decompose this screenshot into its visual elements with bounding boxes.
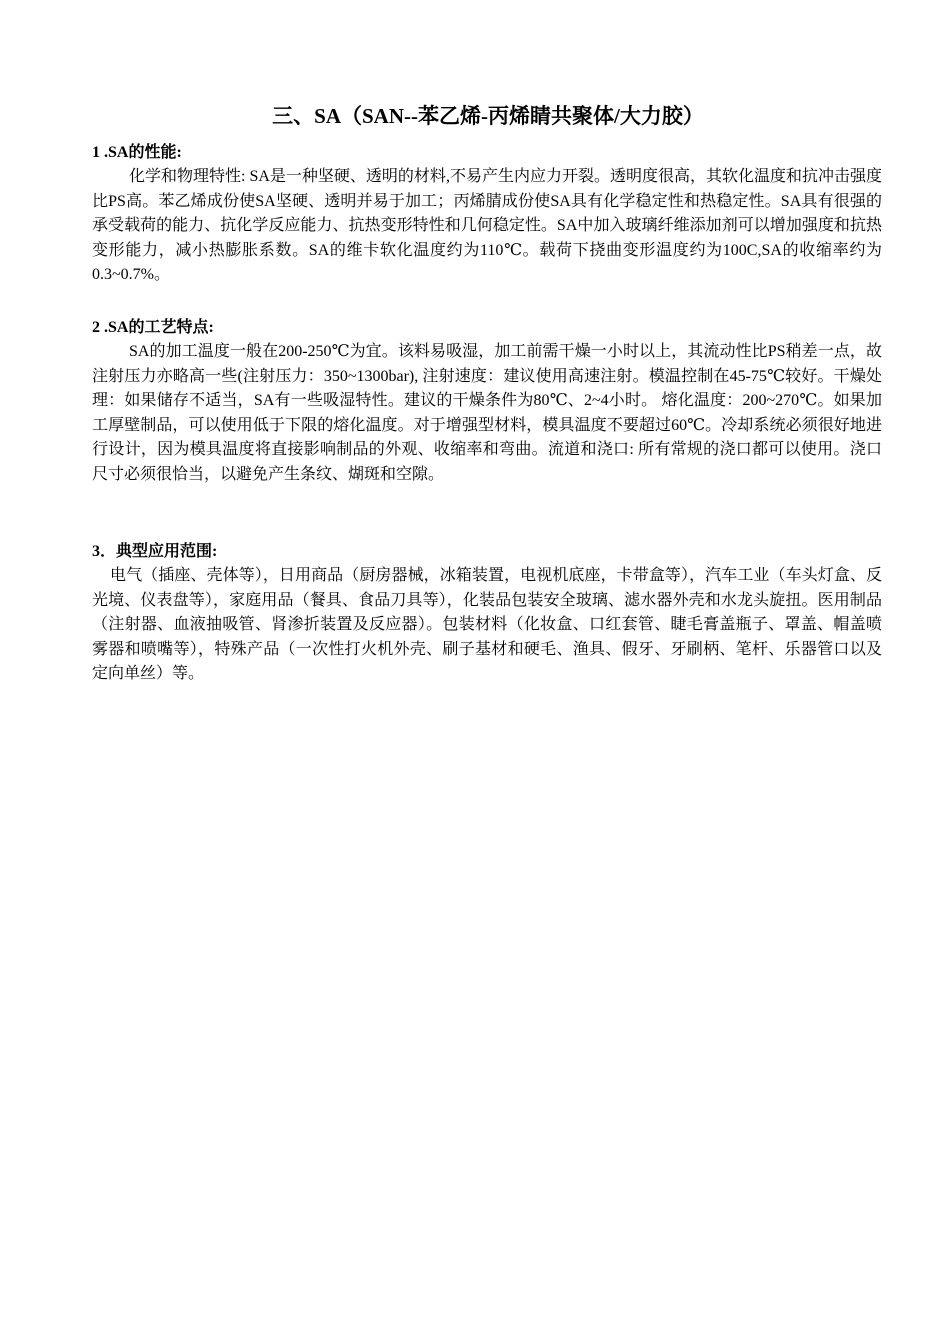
section-heading-applications: 3．典型应用范围: (92, 543, 218, 560)
section-heading-properties: 1 .SA的性能: (92, 144, 182, 161)
section-body-process: SA的加工温度一般在200-250℃为宜。该料易吸湿，加工前需干燥一小时以上，其流动性比PS稍差一点，故注射压力亦略高一些(注射压力：350~1300bar), 注射速度：建议使用高速注射。模温控制在45-75℃较好。干燥处理：如果储存不适当，SA有一些吸湿特性。建议的干燥条件为80℃、2~4小时。 熔化温度：200~270℃。如果加工厚壁制品，可以使用低于下限的熔化温度。对于增强型材料，模具温度不要超过60℃。冷却系统必须很好地进行设计，因为模具温度将直接影响制品的外观、收缩率和弯曲。流道和浇口: 所有常规的浇口都可以使用。浇口尺寸必须很恰当，以避免产生条纹、煳斑和空隙。 (92, 343, 882, 483)
document-title: 三、SA（SAN--苯乙烯-丙烯睛共聚体/大力胶） (272, 104, 704, 128)
section-heading-process: 2 .SA的工艺特点: (92, 319, 214, 336)
section-body-properties: 化学和物理特性: SA是一种坚硬、透明的材料,不易产生内应力开裂。透明度很高，其软化温度和抗冲击强度比PS高。苯乙烯成份使SA坚硬、透明并易于加工；丙烯腈成份使SA具有化学稳定性和热稳定性。SA具有很强的承受载荷的能力、抗化学反应能力、抗热变形特性和几何稳定性。SA中加入玻璃纤维添加剂可以增加强度和抗热变形能力，减小热膨胀系数。SA的维卡软化温度约为110℃。载荷下挠曲变形温度约为100C,SA的收缩率约为0.3~0.7%。 (92, 168, 882, 283)
section-properties (92, 141, 882, 288)
section-applications (92, 540, 882, 687)
section-process (92, 316, 882, 487)
section-body-applications: 电气（插座、壳体等），日用商品（厨房器械，冰箱装置，电视机底座，卡带盒等），汽车工业（车头灯盒、反光境、仪表盘等），家庭用品（餐具、食品刀具等），化装品包装安全玻璃、滤水器外壳和水龙头旋扭。医用制品（注射器、血液抽吸管、肾渗折装置及反应器）。包装材料（化妆盒、口红套管、睫毛膏盖瓶子、罩盖、帽盖喷雾器和喷嘴等），特殊产品（一次性打火机外壳、刷子基材和硬毛、渔具、假牙、牙刷柄、笔杆、乐器管口以及定向单丝）等。 (92, 567, 882, 682)
